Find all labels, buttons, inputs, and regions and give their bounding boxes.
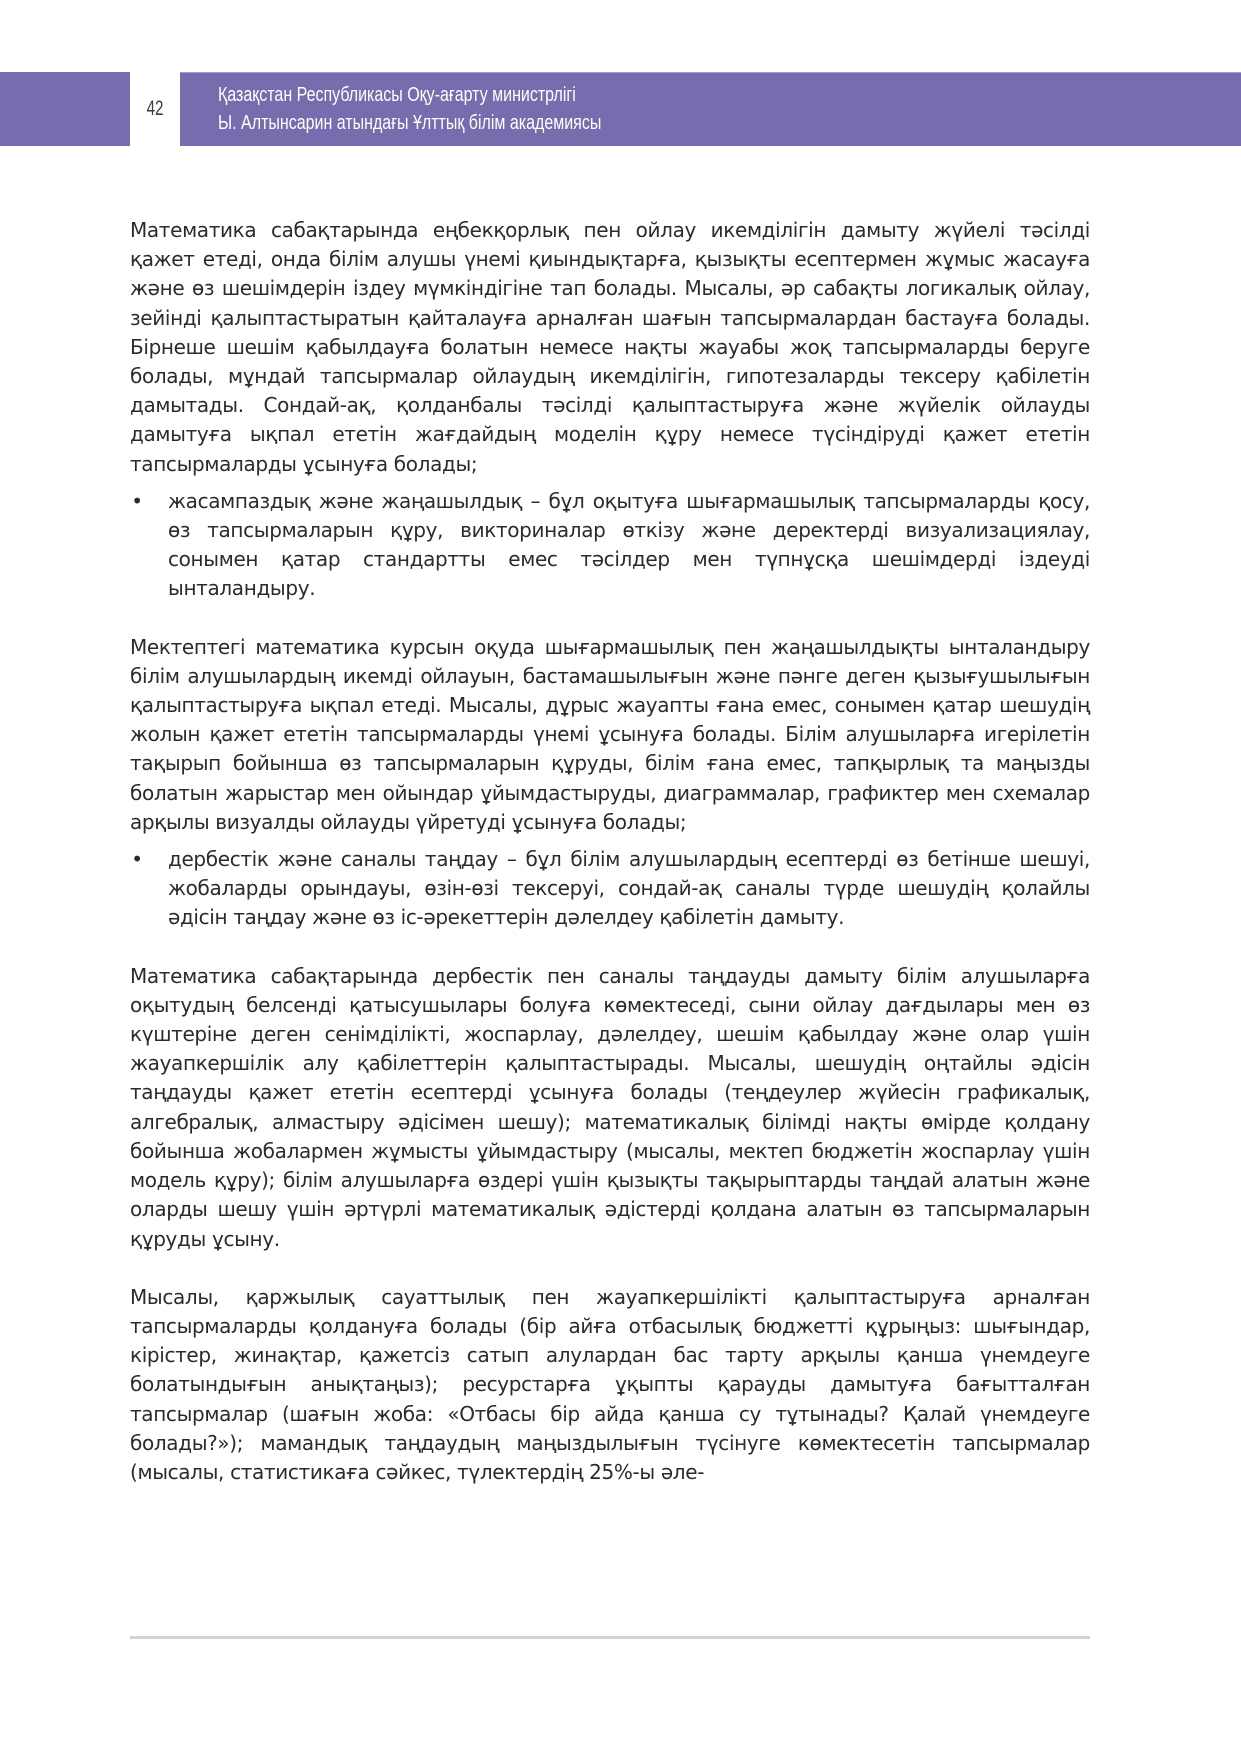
header-academy-line: Ы. Алтынсарин атындағы Ұлттық білім академиясы xyxy=(218,112,602,134)
bullet-text: жасампаздық және жаңашылдық – бұл оқытуға шығармашылық тапсырмаларды қосу, өз тапсырмаларын құру, викториналар өткізу және деректерді визуализациялау, сонымен қатар стандартты емес тәсілдер мен түпнұсқа шешімдерді іздеуді ынталандыру. xyxy=(168,488,1090,601)
bullet-text: дербестік және саналы таңдау – бұл білім алушылардың есептерді өз бетінше шешуі, жобаларды орындауы, өзін-өзі тексеруі, сондай-ақ саналы түрде шешудің қолайлы әдісін таңдау және өз іс-әрекеттерін дәлелдеу қабілетін дамыту. xyxy=(168,847,1090,930)
header-ministry-line: Қазақстан Республикасы Оқу-ағарту министрлігі xyxy=(218,84,576,106)
paragraph: Мектептегі математика курсын оқуда шығармашылық пен жаңашылдықты ынталандыру білім алушылардың икемді ойлауын, бастамашылығын және пәнге деген қызығушылығын қалыптастыруға ықпал етеді. Мысалы, дұрыс жауапты ғана емес, сонымен қатар шешудің жолын қажет ететін тапсырмаларды үнемі ұсынуға болады. Білім алушыларға игерілетін тақырып бойынша өз тапсырмаларын құруды, білім ғана емес, тапқырлық та маңызды болатын жарыстар мен ойындар ұйымдастыруды, диаграммалар, графиктер мен схемалар арқылы визуалды ойлауды үйретуді ұсынуға болады; xyxy=(130,634,1090,834)
bullet-icon: • xyxy=(131,488,143,513)
page-number: 42 xyxy=(146,97,164,120)
header-publisher xyxy=(218,81,601,137)
footer-divider xyxy=(130,1636,1090,1639)
page-body xyxy=(130,216,1090,1516)
bullet-icon: • xyxy=(131,847,143,872)
header-accent-block xyxy=(0,72,130,146)
paragraph: Математика сабақтарында еңбекқорлық пен ойлау икемділігін дамыту жүйелі тәсілді қажет етеді, онда білім алушы үнемі қиындықтарға, қызықты есептермен жұмыс жасауға және өз шешімдерін іздеу мүмкіндігіне тап болады. Мысалы, әр сабақты логикалық ойлау, зейінді қалыптастыратын қайталауға арналған шағын тапсырмалардан бастауға болады. Бірнеше шешім қабылдауға болатын немесе нақты жауабы жоқ тапсырмаларды беруге болады, мұндай тапсырмалар ойлаудың икемділігін, гипотезаларды тексеру қабілетін дамытады. Сондай-ақ, қолданбалы тәсілді қалыптастыруға және жүйелік ойлауды дамытуға ықпал ететін жағдайдың моделін құру немесе түсіндіруді қажет ететін тапсырмаларды ұсынуға болады; xyxy=(130,218,1090,476)
header-band xyxy=(180,72,1241,146)
bullet-item xyxy=(130,845,1090,933)
paragraph: Мысалы, қаржылық сауаттылық пен жауапкершілікті қалыптастыруға арналған тапсырмаларды қолдануға болады (бір айға отбасылық бюджетті құрыңыз: шығындар, кірістер, жинақтар, қажетсіз сатып алулардан бас тарту арқылы қанша үнемдеуге болатындығын анықтаңыз); ресурстарға ұқыпты қарауды дамытуға бағытталған тапсырмалар (шағын жоба: «Отбасы бір айда қанша су тұтынады? Қалай үнемдеуге болады?»); мамандық таңдаудың маңыздылығын түсінуге көмектесетін тапсырмалар (мысалы, статистикаға сәйкес, түлектердің 25%-ы әле- xyxy=(130,1284,1090,1484)
bullet-item xyxy=(130,487,1090,604)
paragraph: Математика сабақтарында дербестік пен саналы таңдауды дамыту білім алушыларға оқытудың белсенді қатысушылары болуға көмектеседі, сыни ойлау дағдылары мен өз күштеріне деген сенімділікті, жоспарлау, дәлелдеу, шешім қабылдау және олар үшін жауапкершілік алу қабілеттерін қалыптастырады. Мысалы, шешудің оңтайлы әдісін таңдауды қажет ететін есептерді ұсынуға болады (теңдеулер жүйесін графикалық, алгебралық, алмастыру әдісімен шешу); математикалық білімді нақты өмірде қолдану бойынша жобалармен жұмысты ұйымдастыру (мысалы, мектеп бюджетін жоспарлау үшін модель құру); білім алушыларға өздері үшін қызықты тақырыптарды таңдай алатын және оларды шешу үшін әртүрлі математикалық әдістерді қолдана алатын өз тапсырмаларын құруды ұсыну. xyxy=(130,963,1090,1251)
